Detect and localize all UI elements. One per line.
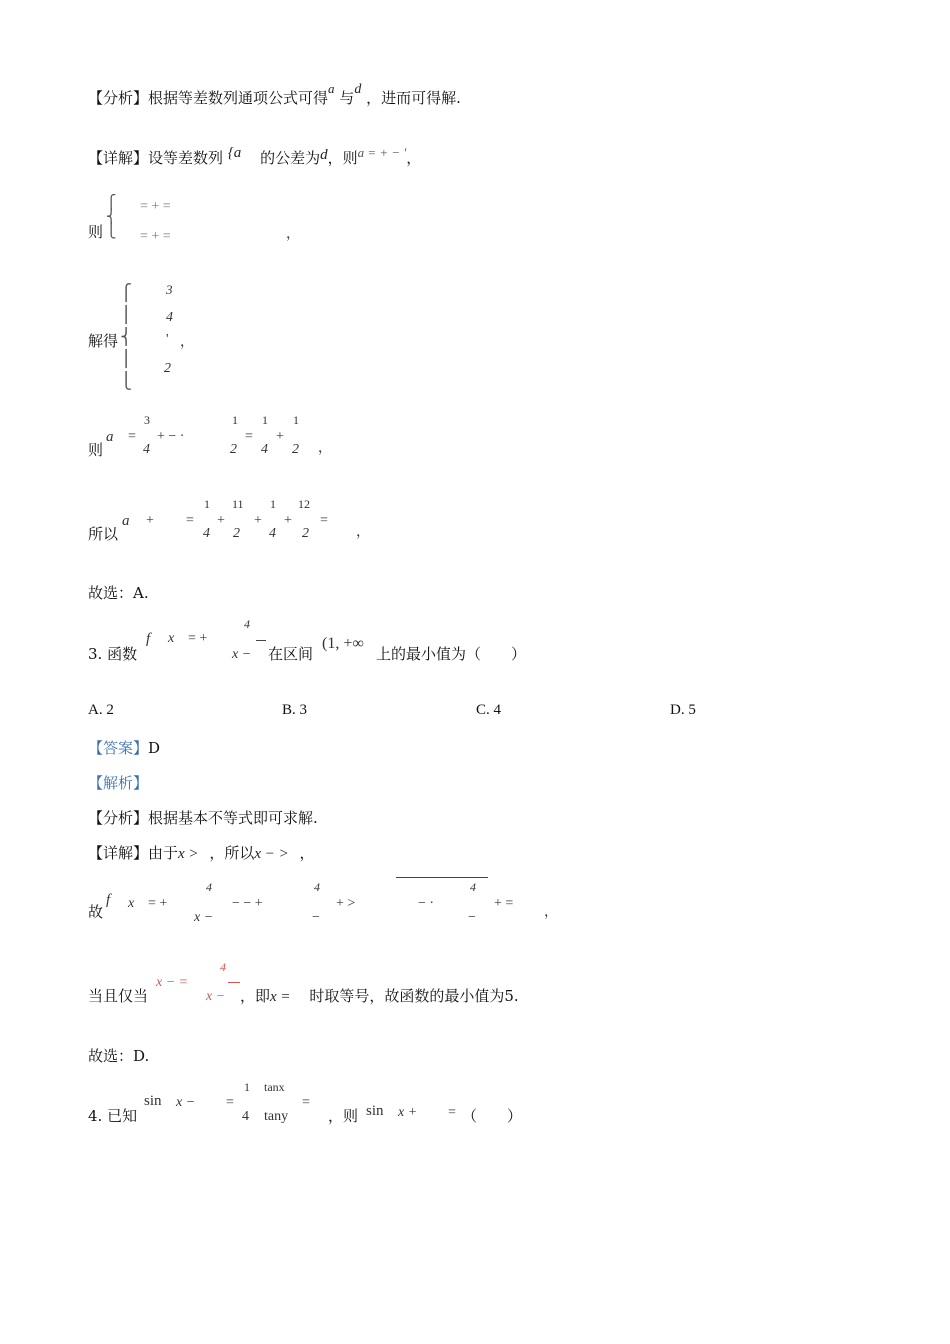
ineq-mid: − − + <box>232 896 263 911</box>
q3-eq-when: 当且仅当 <box>88 987 149 1005</box>
ineq-end: ， <box>544 905 558 920</box>
an-eq: = <box>128 429 136 444</box>
q2-solve-label: 解得 <box>88 332 119 350</box>
an-end: ， <box>318 441 332 456</box>
an-var: a <box>106 429 114 445</box>
q3-stem: 3. 函数 <box>88 645 138 663</box>
solution-4: 2 <box>164 361 171 376</box>
q2-then-label: 则 <box>88 223 104 241</box>
q3-answer: 【答案】D <box>88 739 161 757</box>
sqrt-bar <box>396 877 488 878</box>
q3-interval-text: 在区间 <box>268 645 314 663</box>
q4-sin2-arg: x + <box>398 1105 418 1120</box>
an-den4: 2 <box>292 442 299 457</box>
option-c[interactable]: C. 4 <box>476 702 502 718</box>
an-num4: 1 <box>293 413 299 427</box>
so-n4: 12 <box>298 497 310 511</box>
left-brace-icon: ⎧ ⎪ ⎨ ⎪ ⎩ <box>120 283 132 390</box>
q3-f: f <box>146 631 151 647</box>
q2-choose: 故选：A. <box>88 584 149 602</box>
q3-therefore: 故 <box>88 903 104 921</box>
an-ops: + − · <box>157 429 185 444</box>
q4-sin2: sin <box>366 1103 384 1119</box>
an-eq2: = <box>245 429 253 444</box>
q3-choose: 故选：D. <box>88 1047 150 1065</box>
eq-when-den: x − <box>206 989 226 1004</box>
fraction-bar <box>228 982 240 983</box>
so-eq-2: = <box>320 513 328 528</box>
q2-then2-label: 则 <box>88 441 104 459</box>
q4-tan-den: tany <box>264 1109 289 1124</box>
q4-tan-num: tanx <box>264 1080 285 1094</box>
so-plus-3: + <box>284 513 292 528</box>
q3-analysis: 【分析】根据基本不等式即可求解. <box>88 809 318 827</box>
q4-eq3: = <box>448 1105 456 1120</box>
q4-den1: 4 <box>242 1109 249 1124</box>
so-plus-2: + <box>254 513 262 528</box>
so-d2: 2 <box>233 526 240 541</box>
option-b[interactable]: B. 3 <box>282 702 308 718</box>
q2-detail: 【详解】设等差数列 {a 的公差为d，则a = + − '， <box>88 145 422 167</box>
solution-3: ' <box>166 332 169 347</box>
q3-explain-label: 【解析】 <box>88 774 149 792</box>
so-n1: 1 <box>204 497 210 511</box>
ineq-n2: 4 <box>314 880 320 894</box>
ineq-d3: − <box>468 910 476 925</box>
ineq-f: f <box>106 892 111 908</box>
fraction-bar <box>256 640 266 641</box>
ineq-tail: + = <box>494 896 514 911</box>
q3-detail: 【详解】由于x > ，所以x − > ， <box>88 844 315 862</box>
ineq-eq: = + <box>148 896 168 911</box>
eq-when-lhs: x − = <box>156 975 189 990</box>
ineq-d2: − <box>312 910 320 925</box>
ineq-right: − · <box>418 896 435 911</box>
option-a[interactable]: A. 2 <box>88 702 114 718</box>
ineq-n3: 4 <box>470 880 476 894</box>
q4-eq2: = <box>302 1095 310 1110</box>
q4-mid: ，则 <box>328 1107 359 1125</box>
q3-x: x <box>168 631 175 646</box>
system-end: ， <box>286 227 300 242</box>
left-brace-icon: ⎧ ⎨ ⎩ <box>106 195 117 239</box>
an-den2: 2 <box>230 442 237 457</box>
so-d4: 2 <box>302 526 309 541</box>
q4-stem: 4. 已知 <box>88 1107 138 1125</box>
solution-2: 4 <box>166 310 173 325</box>
an-num3: 1 <box>262 413 268 427</box>
q3-num: 4 <box>244 617 250 631</box>
so-eq: = <box>186 513 194 528</box>
so-end: ， <box>356 525 370 540</box>
ineq-x: x <box>128 896 135 911</box>
an-den1: 4 <box>143 442 150 457</box>
q4-num1: 1 <box>244 1080 250 1094</box>
q4-suffix: （ ） <box>462 1107 523 1125</box>
an-plus: + <box>276 429 284 444</box>
so-d3: 4 <box>269 526 276 541</box>
q2-so-label: 所以 <box>88 525 119 543</box>
so-n3: 1 <box>270 497 276 511</box>
q4-sin1-arg: x − <box>176 1095 196 1110</box>
so-plus: + <box>146 513 154 528</box>
eq-when-mid: ，即x = 时取等号，故函数的最小值为5. <box>240 987 519 1005</box>
q2-analysis: 【分析】根据等差数列通项公式可得a 与d ，进而可得解. <box>88 81 461 107</box>
q4-eq1: = <box>226 1095 234 1110</box>
an-den3: 4 <box>261 442 268 457</box>
q3-eq: = + <box>188 631 208 646</box>
an-num1: 3 <box>144 413 150 427</box>
so-plus-1: + <box>217 513 225 528</box>
q3-interval: (1, +∞ <box>322 635 364 652</box>
so-d1: 4 <box>203 526 210 541</box>
q3-stem-suffix: 上的最小值为（ ） <box>376 645 527 663</box>
q4-sin1: sin <box>144 1093 162 1109</box>
system-row-1: = + = <box>140 199 171 214</box>
q3-den: x − <box>232 647 252 662</box>
system-row-2: = + = <box>140 229 171 244</box>
eq-when-num: 4 <box>220 960 226 974</box>
solution-end: ， <box>180 335 194 350</box>
so-n2: 11 <box>232 497 244 511</box>
solution-1: 3 <box>166 282 173 297</box>
so-a: a <box>122 513 130 529</box>
an-num2: 1 <box>232 413 238 427</box>
ineq-gt: + > <box>336 896 356 911</box>
option-d[interactable]: D. 5 <box>670 702 696 718</box>
ineq-d1: x − <box>194 910 214 925</box>
ineq-n1: 4 <box>206 880 212 894</box>
